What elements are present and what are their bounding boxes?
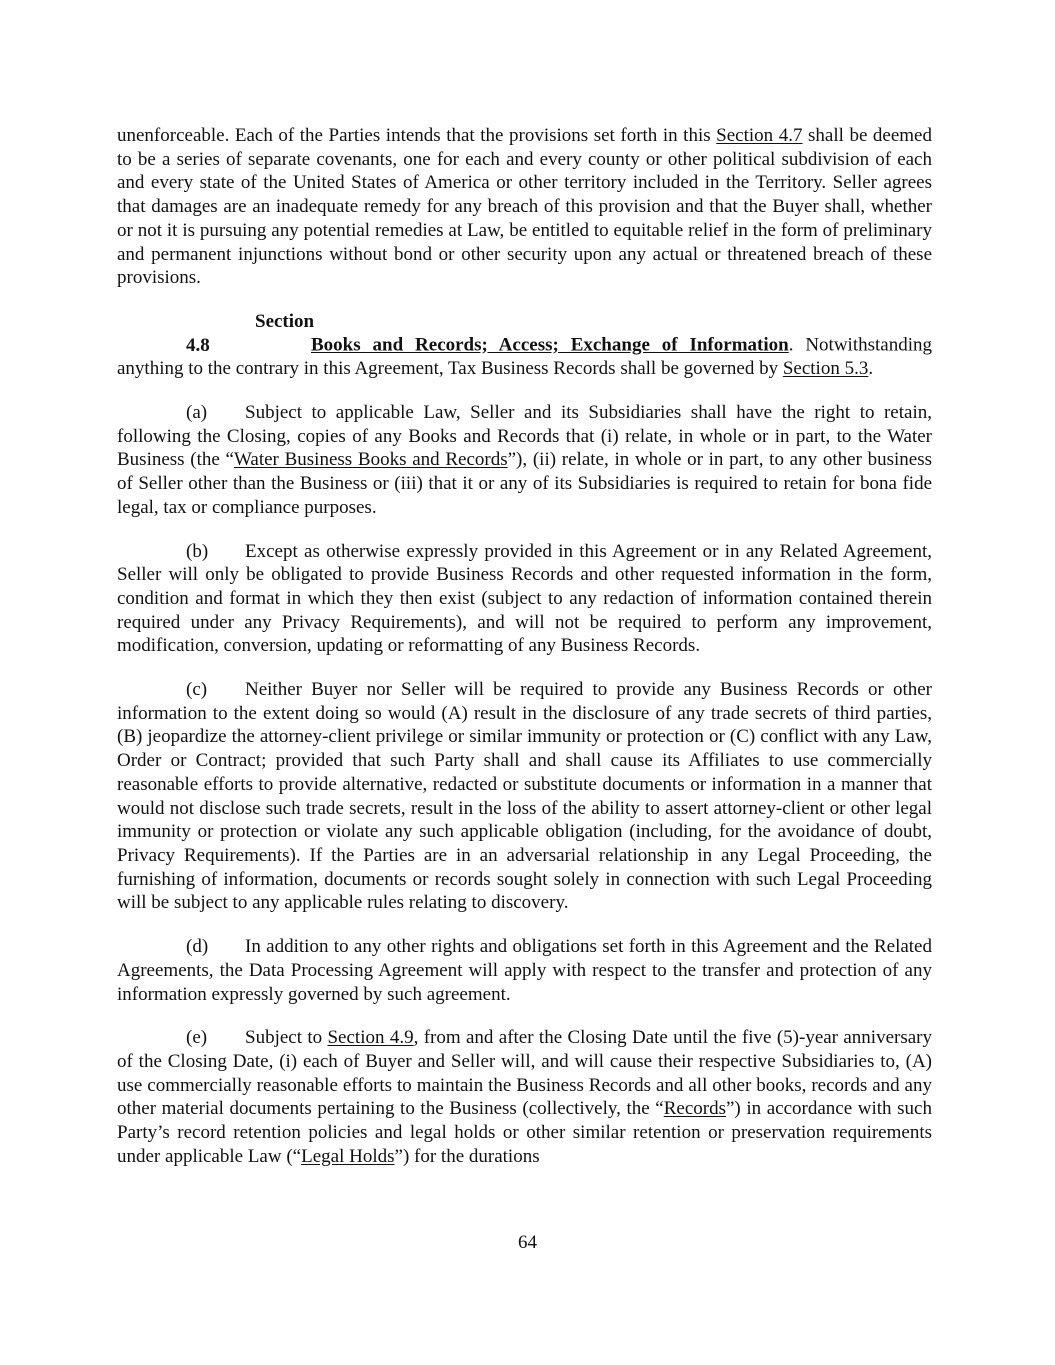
clause-a bbox=[117, 401, 932, 520]
clause-b bbox=[117, 540, 932, 659]
clause-text: Subject to bbox=[245, 1027, 328, 1049]
intro-text-continued: shall be deemed to be a series of separate covenants, one for each and every county or other political subdivision of each and every state of the United States of America or other territory included in the Territory. Seller agrees that damages are an inadequate remedy for any breach of this provision and that the Buyer shall, whether or not it is pursuing any potential remedies at Law, be entitled to equitable relief in the form of preliminary and permanent injunctions without bond or other security upon any actual or threatened breach of these provisions. bbox=[117, 125, 932, 289]
clause-text: Subject to applicable Law, Seller and its Subsidiaries shall have the right to retain, following the Closing, copies of any Books and Records that (i) relate, in whole or in part, to the Water Business (the “ bbox=[117, 402, 932, 471]
section-5-3-reference: Section 5.3 bbox=[782, 358, 869, 380]
clause-text-continued: , from and after the Closing Date until the five (5)-year anniversary of the Closing Date, (i) each of Buyer and Seller will, and will cause their respective Subsidiaries to, (A) use commercially reasonable efforts to maintain the Business Records and all other books, records and any other material documents pertaining to the Business (collectively, the “ bbox=[117, 1027, 932, 1120]
section-title: Books and Records; Access; Exchange of Information bbox=[311, 334, 789, 356]
section-intro-text: . Notwithstanding anything to the contrary in this Agreement, Tax Business Records shall be governed by bbox=[117, 334, 933, 380]
clause-label: (b) bbox=[186, 540, 209, 562]
section-4-8-heading-paragraph bbox=[117, 310, 932, 381]
intro-paragraph bbox=[117, 124, 932, 290]
clause-text: Neither Buyer nor Seller will be required to provide any Business Records or other information to the extent doing so would (A) result in the disclosure of any trade secrets of third parties, (B) jeopardize the attorney-client privilege or similar immunity or protection or (C) conflict with any Law, Order or Contract; provided that such Party shall and shall cause its Affiliates to use commercially reasonable efforts to provide alternative, redacted or substitute documents or information in a manner that would not disclose such trade secrets, result in the loss of the ability to assert attorney-client or other legal immunity or protection or violate any such applicable obligation (including, for the avoidance of doubt, Privacy Requirements). If the Parties are in an adversarial relationship in any Legal Proceeding, the furnishing of information, documents or records sought solely in connection with such Legal Proceeding will be subject to any applicable rules relating to discovery. bbox=[117, 679, 932, 914]
clause-c bbox=[117, 678, 932, 915]
document-page bbox=[117, 124, 932, 1188]
clause-text: Except as otherwise expressly provided in this Agreement or in any Related Agreement, Seller will only be obligated to provide Business Records and other requested information in the form, condition and format in which they then exist (subject to any redaction of information contained therein required under any Privacy Requirements), and will not be required to perform any improvement, modification, conversion, updating or reformatting of any Business Records. bbox=[117, 540, 932, 657]
defined-term-records: Records bbox=[663, 1098, 726, 1120]
clause-label: (e) bbox=[186, 1027, 208, 1049]
intro-text: unenforceable. Each of the Parties intends that the provisions set forth in this bbox=[117, 125, 717, 146]
clause-text: In addition to any other rights and obligations set forth in this Agreement and the Related Agreements, the Data Processing Agreement will apply with respect to the transfer and protection of any information expressly governed by such agreement. bbox=[117, 936, 932, 1005]
defined-term-legal-holds: Legal Holds bbox=[301, 1145, 395, 1167]
clause-text-continued: ”), (ii) relate, in whole or in part, to any other business of Seller other than the Business or (iii) that it or any of its Subsidiaries is required to retain for bona fide legal, tax or compliance purposes. bbox=[117, 449, 932, 518]
clause-label: (d) bbox=[186, 936, 209, 958]
defined-term-water-business-books: Water Business Books and Records bbox=[234, 449, 508, 471]
section-number: Section 4.8 bbox=[186, 310, 315, 356]
clause-text-continued: ”) in accordance with such Party’s record retention policies and legal holds or other similar retention or preservation requirements under applicable Law (“ bbox=[117, 1098, 932, 1167]
clause-label: (a) bbox=[186, 402, 208, 424]
clause-e bbox=[117, 1026, 932, 1168]
section-4-7-reference: Section 4.7 bbox=[716, 125, 803, 146]
clause-d bbox=[117, 935, 932, 1006]
section-end-punctuation: . bbox=[868, 358, 874, 380]
clause-label: (c) bbox=[186, 679, 208, 701]
clause-text-end: ”) for the durations bbox=[394, 1145, 540, 1167]
section-4-9-reference: Section 4.9 bbox=[327, 1027, 414, 1049]
page-number: 64 bbox=[518, 1232, 537, 1253]
